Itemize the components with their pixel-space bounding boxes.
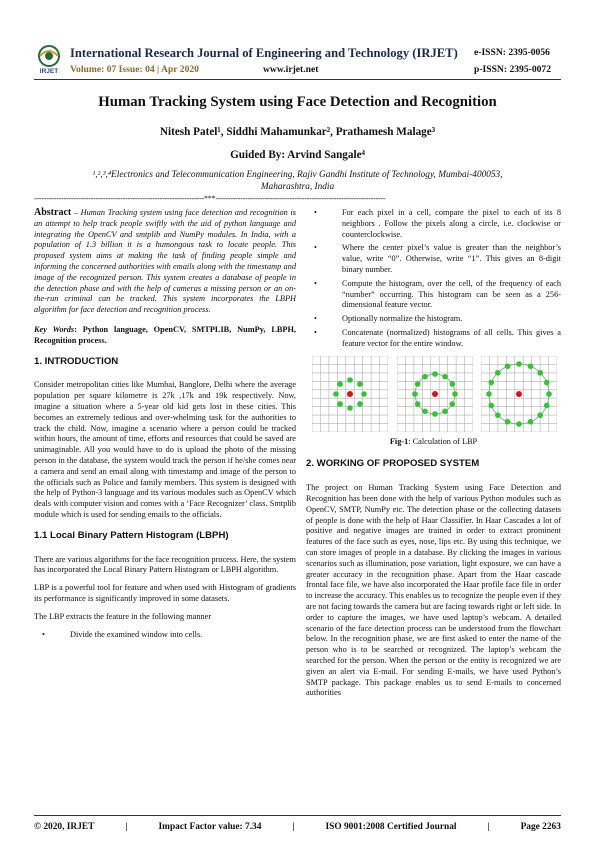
footer-separator: | xyxy=(487,822,490,832)
neighbor-point xyxy=(505,418,511,424)
neighbor-point xyxy=(528,418,534,424)
neighbor-point xyxy=(357,381,363,387)
neighbor-point xyxy=(488,402,494,408)
lbp-grid-large-radius xyxy=(481,356,557,432)
p-issn: p-ISSN: 2395-0072 xyxy=(474,64,552,75)
footer-separator: | xyxy=(125,822,128,832)
list-item: • Where the center pixel’s value is greater than the neighbor’s value, write “0”. Otherwise, write “1”. This gives an 8-digit binary number. xyxy=(306,243,561,275)
neighbor-point xyxy=(337,401,343,407)
footer-rule xyxy=(34,815,561,816)
list-item: • Concatenate (normalized) histograms of all cells. This gives a feature vector for the entire window. xyxy=(306,328,561,350)
neighbor-point xyxy=(361,391,367,397)
logo-text: IRJET xyxy=(39,68,59,74)
neighbor-point xyxy=(357,401,363,407)
working-paragraph: The project on Human Tracking System using Face Detection and Recognition has been done with the help of various Python modules such as OpenCV, SMTP, NumPy etc. The detection phase or the collecting datasets of people is done with the help of Haar Classifier. In Haar Cascades a lot of positive and negative images are trained in order to extract prominent features of the face such as eyes, nose, lips etc. By using this technique, we can store images of people in a database. By clicking the images in various scenarios such as illumination, pose variation, light exposure, we can have a greater accuracy in the recognition phase. Apart from the Haar cascade frontal face file, we have also incorporated the Haar profile face file in order to increase the accuracy. This enables us to recognize the people even if they are not facing towards the camera but are facing towards right or left side. In order to capture the images, we have used laptop’s webcam. A detailed scenario of the face detection process can be understood from the flowchart below. In the recognition phase, we are first asked to enter the name of the person who is to be searched or recognized. The laptop’s webcam the searched for the person. When the person or the entity is recognized we are given an alert via E-mail. For sending E-mails, we have used Python’s SMTP package. This package enables us to send E-mails to concerned authorities xyxy=(306,483,561,698)
right-column xyxy=(306,208,561,706)
lbph-heading: 1.1 Local Binary Pattern Histogram (LBPH) xyxy=(34,529,229,541)
footer-iso: ISO 9001:2008 Certified Journal xyxy=(325,822,457,832)
keywords-text: : Python language, OpenCV, SMTPLIB, NumPy, LBPH, Recognition process. xyxy=(34,324,297,345)
abstract xyxy=(34,208,296,316)
abstract-text: Human Tracking system using face detection and recognition is an attempt to help track people swiftly with the aid of python language and integrating the OpenCV and smtplib and NumPy modules. In India, with a population of 1.3 billion it is a humongous task to locate people. This proposed system aims at making the task of finding people simple and informing the concerned authorities with emails along with the timestamp and image of the recognized person. This system creates a database of people in the detection phase and with the help of cameras a missing person or an on-the-run criminal can be tracked. This system incorporates the LBPH algorithm for face detection and recognition process. xyxy=(34,208,296,315)
neighbor-point xyxy=(347,377,353,383)
page-footer xyxy=(34,822,561,832)
affiliation: ¹,²,³,⁴Electronics and Telecommunication Engineering, Rajiv Gandhi Institute of Technology, Mumbai-400053, Maharashtra, India xyxy=(92,170,503,193)
lbph-paragraph-3: The LBP extracts the feature in the following manner xyxy=(34,611,212,621)
list-item: • Optionally normalize the histogram. xyxy=(306,314,561,325)
figure-caption-text: : Calculation of LBP xyxy=(408,436,478,446)
keywords xyxy=(34,325,296,347)
journal-name: International Research Journal of Engineering and Technology (IRJET) xyxy=(70,46,458,60)
volume-issue: Volume: 07 Issue: 04 | Apr 2020 xyxy=(70,64,199,75)
list-item: • For each pixel in a cell, compare the pixel to each of its 8 neighbors . Follow the pixels along a circle, i.e. clockwise or counterclockwise. xyxy=(306,208,561,240)
neighbor-point xyxy=(414,381,420,387)
neighbor-point xyxy=(544,402,550,408)
neighbor-point xyxy=(516,361,522,367)
list-item: • Divide the examined window into cells. xyxy=(34,630,296,641)
neighbor-point xyxy=(442,373,448,379)
neighbor-point xyxy=(422,408,428,414)
neighbor-point xyxy=(488,379,494,385)
intro-heading: 1. INTRODUCTION xyxy=(34,355,119,367)
neighbor-point xyxy=(546,391,552,397)
lbph-paragraph-2: LBP is a powerful tool for feature and when used with Histogram of gradients its performance is significantly improved in some datasets. xyxy=(34,583,296,603)
abstract-label: Abstract xyxy=(34,207,72,218)
lbph-paragraph-1: There are various algorithms for the face recognition process. Here, the system has incorporated the Local Binary Pattern Histogram or LBPH algorithm. xyxy=(34,554,296,575)
working-heading: 2. WORKING OF PROPOSED SYSTEM xyxy=(306,458,480,470)
right-bullet-list xyxy=(306,208,561,350)
irjet-logo xyxy=(34,44,64,74)
lbp-grid-medium-radius xyxy=(397,356,473,432)
left-bullet-list xyxy=(34,630,296,641)
neighbor-point xyxy=(537,370,543,376)
e-issn: e-ISSN: 2395-0056 xyxy=(474,47,550,58)
neighbor-point xyxy=(412,391,418,397)
author-list: Nitesh Patel¹, Siddhi Mahamunkar², Prathamesh Malage³ xyxy=(159,126,436,138)
footer-impact-factor: Impact Factor value: 7.34 xyxy=(158,822,262,832)
center-pixel xyxy=(347,391,353,397)
keywords-label: Key Words xyxy=(34,324,75,334)
center-pixel xyxy=(432,391,438,397)
lbp-grid-small-radius xyxy=(312,356,388,432)
paper-title: Human Tracking System using Face Detection and Recognition xyxy=(98,94,497,110)
neighbor-point xyxy=(422,373,428,379)
neighbor-point xyxy=(495,412,501,418)
neighbor-point xyxy=(449,401,455,407)
neighbor-point xyxy=(528,363,534,369)
header-rule xyxy=(34,79,561,80)
neighbor-point xyxy=(516,421,522,427)
neighbor-point xyxy=(432,411,438,417)
neighbor-point xyxy=(452,391,458,397)
footer-copyright: © 2020, IRJET xyxy=(34,822,95,832)
neighbor-point xyxy=(442,408,448,414)
journal-website[interactable]: www.irjet.net xyxy=(263,64,319,75)
figure-label: Fig-1 xyxy=(389,436,409,446)
footer-separator: | xyxy=(292,822,295,832)
footer-page-number: Page 2263 xyxy=(520,822,561,832)
neighbor-point xyxy=(449,381,455,387)
neighbor-point xyxy=(505,363,511,369)
neighbor-point xyxy=(337,381,343,387)
left-column xyxy=(34,208,296,643)
neighbor-point xyxy=(347,405,353,411)
neighbor-point xyxy=(414,401,420,407)
center-pixel xyxy=(516,391,522,397)
section-separator: ---------------------------------------------------------------------***--------------------------------------------------------------------- xyxy=(34,195,386,203)
neighbor-point xyxy=(537,412,543,418)
figure-caption xyxy=(306,437,561,448)
lbp-figure xyxy=(312,356,557,432)
guide-line: Guided By: Arvind Sangale⁴ xyxy=(230,149,365,161)
abstract-dash: – xyxy=(71,208,81,217)
list-item: • Compute the histogram, over the cell, of the frequency of each “number” occurring. This histogram can be seen as a 256-dimensional feature vector. xyxy=(306,279,561,311)
neighbor-point xyxy=(495,370,501,376)
neighbor-point xyxy=(432,371,438,377)
neighbor-point xyxy=(333,391,339,397)
intro-paragraph: Consider metropolitan cities like Mumbai, Banglore, Delhi where the average population per square kilometre is 27k ,17k and 19k respectively. Now, imagine a situation where a 5-year old kid gets lost in these cities. This becomes an extremely tedious and over-whelming task for the authorities to track the child. Now, imagine a scenario where a person could be tracked within hours, the amount of time, efforts and resources that could be saved are unimaginable. All you would have to do is upload the photo of the missing person in the database, the system would track the person if he/she comes near a camera and send an email along with timestamp and image of the person to the officials such as Police and family members. This system is designed with the help of Python-3 language and its various modules such as OpenCV which deals with computer vision and comes with a ‘Face Recognizer’ class. Smtplib module which is used for sending emails to the officials. xyxy=(34,380,296,519)
neighbor-point xyxy=(544,379,550,385)
neighbor-point xyxy=(486,391,492,397)
